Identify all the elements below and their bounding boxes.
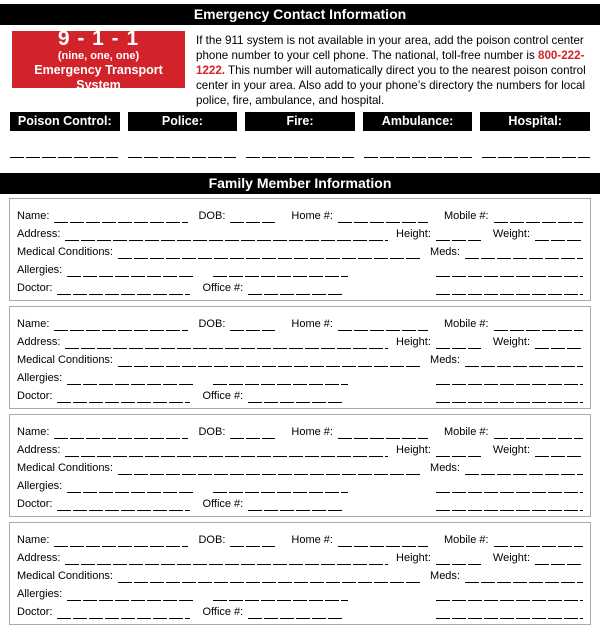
- medical-conditions-input-line[interactable]: [118, 355, 422, 367]
- contact-label-box-3: Ambulance:: [363, 112, 473, 131]
- contact-number-line-1[interactable]: [128, 157, 236, 158]
- home-phone-label: Home #:: [291, 318, 333, 330]
- home-phone-input-line[interactable]: [338, 535, 428, 547]
- member-row-address: [17, 547, 583, 565]
- dob-input-line[interactable]: [230, 427, 275, 439]
- medical-conditions-label: Medical Conditions:: [17, 570, 113, 582]
- emergency-contacts-write-in-row: [10, 157, 590, 158]
- weight-label: Weight:: [492, 552, 530, 564]
- contact-number-line-2[interactable]: [246, 157, 354, 158]
- member-row-name: [17, 205, 583, 223]
- member-row-name: [17, 421, 583, 439]
- office-phone-label: Office #:: [202, 282, 244, 294]
- meds-label: Meds:: [430, 570, 460, 582]
- address-input-line[interactable]: [65, 229, 388, 241]
- member-row-medical: [17, 241, 583, 259]
- mobile-phone-label: Mobile #:: [443, 426, 489, 438]
- note-text-before: If the 911 system is not available in your area, add the poison control center phone number to your cell phone. The national, toll-free number is: [196, 34, 584, 62]
- allergies-label: Allergies:: [17, 372, 63, 384]
- member-row-name: [17, 313, 583, 331]
- medical-conditions-label: Medical Conditions:: [17, 354, 113, 366]
- member-row-medical: [17, 457, 583, 475]
- weight-input-line[interactable]: [535, 445, 583, 457]
- name-label: Name:: [17, 534, 50, 546]
- allergies-continuation-line[interactable]: [213, 589, 348, 601]
- medical-conditions-label: Medical Conditions:: [17, 246, 113, 258]
- doctor-label: Doctor:: [17, 606, 53, 618]
- address-label: Address:: [17, 444, 61, 456]
- allergies-continuation-line[interactable]: [213, 373, 348, 385]
- doctor-input-line[interactable]: [57, 391, 190, 403]
- 911-callout: [12, 27, 185, 92]
- address-label: Address:: [17, 552, 61, 564]
- doctor-input-line[interactable]: [57, 607, 190, 619]
- member-row-allergies: [17, 475, 583, 493]
- dob-input-line[interactable]: [230, 211, 275, 223]
- home-phone-input-line[interactable]: [338, 319, 428, 331]
- member-row-doctor: [17, 277, 583, 295]
- contact-label-box-4: Hospital:: [480, 112, 590, 131]
- office-phone-label: Office #:: [202, 606, 244, 618]
- member-row-allergies: [17, 583, 583, 601]
- contact-number-line-4[interactable]: [482, 157, 590, 158]
- member-row-address: [17, 331, 583, 349]
- allergies-continuation-line[interactable]: [213, 481, 348, 493]
- allergies-input-line[interactable]: [67, 589, 193, 601]
- home-phone-label: Home #:: [291, 426, 333, 438]
- name-label: Name:: [17, 210, 50, 222]
- height-input-line[interactable]: [436, 337, 481, 349]
- name-input-line[interactable]: [54, 319, 188, 331]
- doctor-label: Doctor:: [17, 282, 53, 294]
- height-input-line[interactable]: [436, 229, 481, 241]
- member-row-allergies: [17, 259, 583, 277]
- note-text-after: This number will automatically direct you to the nearest poison control center in your area. Also add to your phone’s directory the numbers for local police, fire, ambulance, and hospital.: [196, 64, 586, 107]
- allergies-input-line[interactable]: [67, 265, 193, 277]
- doctor-input-line[interactable]: [57, 499, 190, 511]
- address-input-line[interactable]: [65, 553, 388, 565]
- doctor-input-line[interactable]: [57, 283, 190, 295]
- dob-label: DOB:: [198, 534, 226, 546]
- name-input-line[interactable]: [54, 211, 188, 223]
- meds-input-line[interactable]: [465, 247, 583, 259]
- weight-input-line[interactable]: [535, 553, 583, 565]
- allergies-label: Allergies:: [17, 264, 63, 276]
- family-member-block-3: [9, 414, 591, 517]
- home-phone-label: Home #:: [291, 210, 333, 222]
- height-label: Height:: [396, 228, 431, 240]
- member-row-address: [17, 439, 583, 457]
- contact-label-box-1: Police:: [128, 112, 238, 131]
- meds-continuation-line-1[interactable]: [436, 481, 583, 493]
- weight-label: Weight:: [492, 228, 530, 240]
- dob-label: DOB:: [198, 426, 226, 438]
- meds-input-line[interactable]: [465, 463, 583, 475]
- meds-label: Meds:: [430, 246, 460, 258]
- contact-number-line-3[interactable]: [364, 157, 472, 158]
- contact-label-box-2: Fire:: [245, 112, 355, 131]
- family-member-block-2: [9, 306, 591, 409]
- home-phone-label: Home #:: [291, 534, 333, 546]
- meds-input-line[interactable]: [465, 571, 583, 583]
- meds-input-line[interactable]: [465, 355, 583, 367]
- height-label: Height:: [396, 336, 431, 348]
- weight-label: Weight:: [492, 336, 530, 348]
- allergies-input-line[interactable]: [67, 373, 193, 385]
- office-phone-input-line[interactable]: [248, 391, 343, 403]
- member-row-address: [17, 223, 583, 241]
- name-label: Name:: [17, 318, 50, 330]
- mobile-phone-input-line[interactable]: [494, 427, 583, 439]
- dob-input-line[interactable]: [230, 319, 275, 331]
- home-phone-input-line[interactable]: [338, 211, 428, 223]
- meds-label: Meds:: [430, 354, 460, 366]
- member-row-doctor: [17, 493, 583, 511]
- allergies-continuation-line[interactable]: [213, 265, 348, 277]
- family-member-block-1: [9, 198, 591, 301]
- family-members-list: [9, 198, 591, 625]
- name-input-line[interactable]: [54, 535, 188, 547]
- weight-label: Weight:: [492, 444, 530, 456]
- dob-label: DOB:: [198, 210, 226, 222]
- member-row-medical: [17, 565, 583, 583]
- mobile-phone-label: Mobile #:: [443, 534, 489, 546]
- height-input-line[interactable]: [436, 553, 481, 565]
- meds-continuation-line-2[interactable]: [436, 499, 583, 511]
- name-input-line[interactable]: [54, 427, 188, 439]
- member-row-medical: [17, 349, 583, 367]
- emergency-header-title: Emergency Contact Information: [193, 6, 407, 22]
- office-phone-label: Office #:: [202, 390, 244, 402]
- height-input-line[interactable]: [436, 445, 481, 457]
- emergency-section-header: [0, 4, 600, 25]
- family-member-block-4: [9, 522, 591, 625]
- medical-conditions-input-line[interactable]: [118, 463, 422, 475]
- member-row-doctor: [17, 601, 583, 619]
- meds-continuation-line-2[interactable]: [436, 391, 583, 403]
- mobile-phone-label: Mobile #:: [443, 318, 489, 330]
- 911-number: 9 - 1 - 1: [57, 27, 140, 50]
- contact-number-line-0[interactable]: [10, 157, 118, 158]
- office-phone-label: Office #:: [202, 498, 244, 510]
- address-label: Address:: [17, 228, 61, 240]
- member-row-allergies: [17, 367, 583, 385]
- contact-label-box-0: Poison Control:: [10, 112, 120, 131]
- mobile-phone-input-line[interactable]: [494, 535, 583, 547]
- medical-conditions-label: Medical Conditions:: [17, 462, 113, 474]
- allergies-label: Allergies:: [17, 588, 63, 600]
- family-header-title: Family Member Information: [208, 175, 392, 191]
- meds-continuation-line-2[interactable]: [436, 607, 583, 619]
- intro-section: [12, 27, 588, 107]
- allergies-label: Allergies:: [17, 480, 63, 492]
- doctor-label: Doctor:: [17, 390, 53, 402]
- weight-input-line[interactable]: [535, 229, 583, 241]
- poison-control-note: [196, 33, 588, 106]
- mobile-phone-label: Mobile #:: [443, 210, 489, 222]
- 911-phonetic: (nine, one, one): [57, 50, 140, 62]
- name-label: Name:: [17, 426, 50, 438]
- meds-continuation-line-2[interactable]: [436, 283, 583, 295]
- poison-control-phone-number: 800-222-1222.: [196, 49, 585, 77]
- weight-input-line[interactable]: [535, 337, 583, 349]
- allergies-input-line[interactable]: [67, 481, 193, 493]
- office-phone-input-line[interactable]: [248, 499, 343, 511]
- height-label: Height:: [396, 552, 431, 564]
- dob-input-line[interactable]: [230, 535, 275, 547]
- family-section-header: [0, 173, 600, 194]
- dob-label: DOB:: [198, 318, 226, 330]
- medical-conditions-input-line[interactable]: [118, 247, 422, 259]
- doctor-label: Doctor:: [17, 498, 53, 510]
- meds-continuation-line-1[interactable]: [436, 589, 583, 601]
- meds-label: Meds:: [430, 462, 460, 474]
- height-label: Height:: [396, 444, 431, 456]
- home-phone-input-line[interactable]: [338, 427, 428, 439]
- mobile-phone-input-line[interactable]: [494, 211, 583, 223]
- address-input-line[interactable]: [65, 445, 388, 457]
- emergency-contacts-row: [10, 112, 590, 131]
- office-phone-input-line[interactable]: [248, 607, 343, 619]
- medical-conditions-input-line[interactable]: [118, 571, 422, 583]
- meds-continuation-line-1[interactable]: [436, 265, 583, 277]
- member-row-name: [17, 529, 583, 547]
- member-row-doctor: [17, 385, 583, 403]
- address-input-line[interactable]: [65, 337, 388, 349]
- 911-caption: Emergency Transport System: [34, 63, 163, 92]
- address-label: Address:: [17, 336, 61, 348]
- office-phone-input-line[interactable]: [248, 283, 343, 295]
- meds-continuation-line-1[interactable]: [436, 373, 583, 385]
- mobile-phone-input-line[interactable]: [494, 319, 583, 331]
